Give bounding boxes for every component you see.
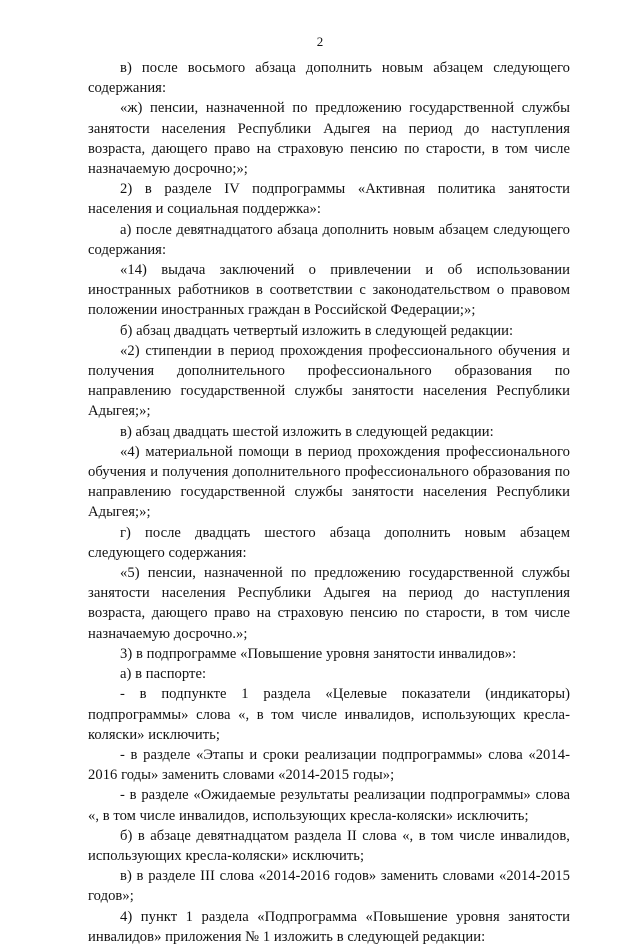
- paragraph: в) абзац двадцать шестой изложить в следующей редакции:: [120, 423, 494, 440]
- paragraph: б) в абзаце девятнадцатом раздела II слова «, в том числе инвалидов, использующих кресла-коляски» исключить;: [88, 827, 570, 864]
- paragraph: «4) материальной помощи в период прохождения профессионального обучения и получения дополнительного профессионального образования по направлению государственной службы занятости населения Республики Адыгея;»;: [88, 443, 570, 521]
- paragraph: «5) пенсии, назначенной по предложению государственной службы занятости населения Республики Адыгея на период до наступления возраста, дающего право на страховую пенсию по старости, в том числе назначаемую досрочно.»;: [88, 565, 570, 642]
- paragraph: «14) выдача заключений о привлечении и об использовании иностранных работников в соответствии с законодательством о правовом положении иностранных граждан в Российской Федерации;»;: [88, 262, 570, 319]
- document-body: [88, 58, 570, 947]
- paragraph: - в подпункте 1 раздела «Целевые показатели (индикаторы) подпрограммы» слова «, в том числе инвалидов, использующих кресла-коляски» исключить;: [88, 686, 570, 743]
- paragraph: а) после девятнадцатого абзаца дополнить новым абзацем следующего содержания:: [88, 221, 570, 258]
- paragraph: в) в разделе III слова «2014-2016 годов» заменить словами «2014-2015 годов»;: [88, 868, 570, 905]
- paragraph: а) в паспорте:: [120, 666, 207, 683]
- paragraph: «ж) пенсии, назначенной по предложению государственной службы занятости населения Республики Адыгея на период до наступления возраста, дающего право на страховую пенсию по старости, в том числе назначаемую досрочно;»;: [88, 100, 570, 178]
- paragraph: г) после двадцать шестого абзаца дополнить новым абзацем следующего содержания:: [88, 524, 570, 561]
- paragraph: - в разделе «Ожидаемые результаты реализации подпрограммы» слова «, в том числе инвалидов, использующих кресла-коляски» исключить;: [88, 787, 570, 824]
- paragraph: - в разделе «Этапы и сроки реализации подпрограммы» слова «2014-2016 годы» заменить словами «2014-2015 годы»;: [88, 746, 570, 784]
- paragraph: в) после восьмого абзаца дополнить новым абзацем следующего содержания:: [88, 60, 570, 97]
- paragraph: 3) в подпрограмме «Повышение уровня занятости инвалидов»:: [120, 645, 517, 662]
- paragraph: «2) стипендии в период прохождения профессионального обучения и получения дополнительного профессионального образования по направлению государственной службы занятости населения Республики Адыгея;»;: [88, 342, 570, 420]
- paragraph: 4) пункт 1 раздела «Подпрограмма «Повышение уровня занятости инвалидов» приложения № 1 изложить в следующей редакции:: [88, 908, 570, 945]
- paragraph: б) абзац двадцать четвертый изложить в следующей редакции:: [120, 322, 514, 339]
- paragraph: 2) в разделе IV подпрограммы «Активная политика занятости населения и социальная поддержка»:: [88, 181, 570, 218]
- page-number: 2: [316, 34, 324, 49]
